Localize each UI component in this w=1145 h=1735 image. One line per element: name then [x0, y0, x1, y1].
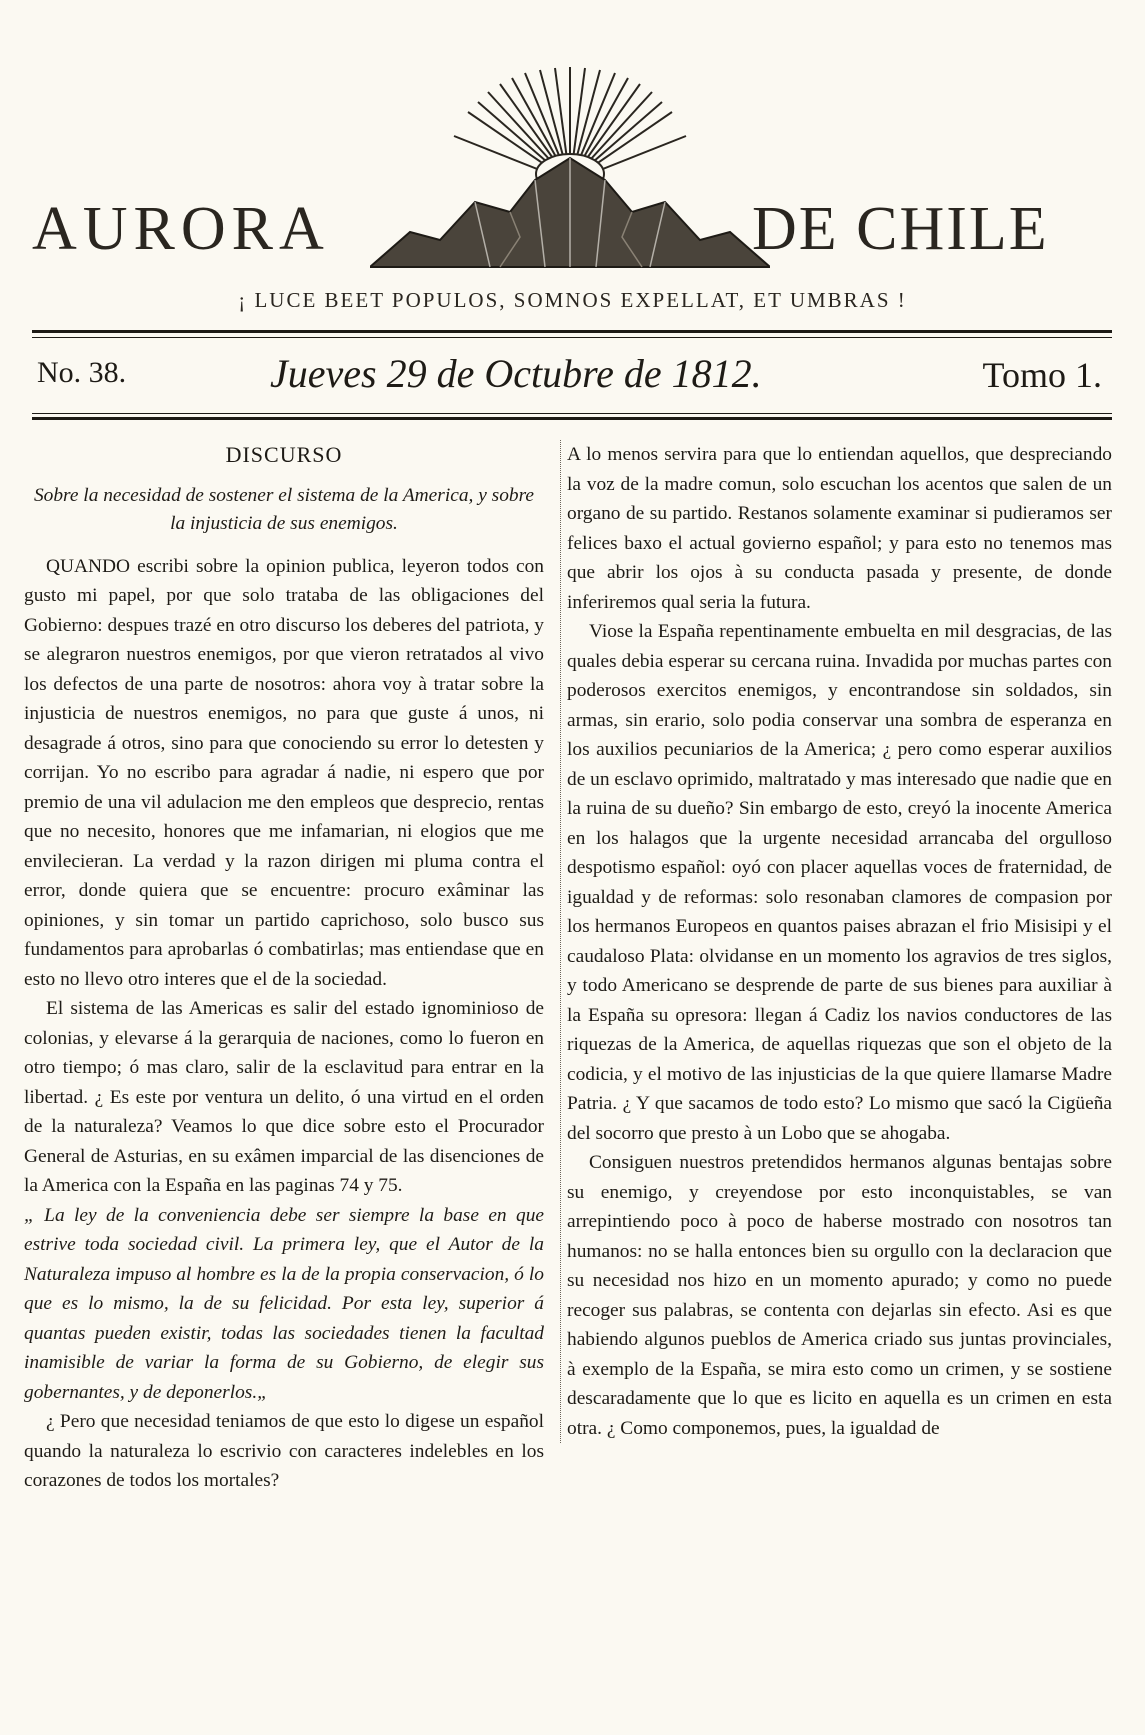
rule-top-thin [32, 337, 1112, 338]
article-paragraph: El sistema de las Americas es salir del estado ignominioso de colonias, y elevarse á la gerarquia de naciones, como lo fueron en otro tiempo; ó mas claro, salir de la esclavitud para entrar en la libertad. ¿ Es este por ventura un delito, ó una virtud en el orden de la naturaleza? Veamos lo que dice sobre esto el Procurador General de Asturias, en su exâmen imparcial de las disenciones de la America con la España en las paginas 74 y 75. [24, 998, 544, 1196]
issue-date: Jueves 29 de Octubre de 1812. [270, 351, 762, 396]
article-paragraph: A lo menos servira para que lo entiendan aquellos, que despreciando la voz de la madre comun, solo escuchan los acentos que salen de un organo de su partido. Restanos solamente examinar si pudieramos ser felices baxo el actual govierno español; y para esto no tenemos mas que abrir los ojos à su conducta pasada y presente, de donde inferiremos qual seria la futura. [567, 444, 1112, 613]
article-heading: DISCURSO [225, 442, 343, 467]
article-paragraph: QUANDO escribi sobre la opinion publica, leyeron todos con gusto mi papel, por que solo trataba de las obligaciones del Gobierno: despues trazé en otro discurso los deberes del patriota, y se alegraron nuestros enemigos, por que vieron retratados al vivo los defectos de una parte de nosotros: ahora voy à tratar sobre la injusticia de nuestros enemigos, no para que guste á unos, ni desagrade á otros, sino para que conociendo su error lo detesten y corrijan. Yo no escribo para agradar á nadie, ni espero que por premio de una vil adulacion me den empleos que desprecio, rentas que no necesito, honores que me infamarian, ni elogios que me envilecieran. La verdad y la razon dirigen mi pluma contra el error, donde quiera que se encuentre: procuro exâminar las opiniones, y sin tomar un partido caprichoso, solo busco sus fundamentos para aprobarlas ó combatirlas; mas entiendase que en esto no llevo otro interes que el de la sociedad. [24, 555, 544, 990]
article-paragraph: Consiguen nuestros pretendidos hermanos algunas bentajas sobre su enemigo, y creyendose por esto inconquistables, se van arrepintiendo poco à poco de haberse mostrado con nosotros tan humanos: no se halla entonces bien su orgullo con la declaracion que su necesidad nos hizo en un momento apurado; y como no puede recoger sus palabras, se contenta con dejarlas sin efecto. Asi es que habiendo algunos pueblos de America criado sus juntas provinciales, à exemplo de la España, se mira esto como un crimen, y se sostiene descaradamente que lo que es licito en aquella es un crimen en esta otra. ¿ Como componemos, pues, la igualdad de [567, 1152, 1112, 1439]
rule-bottom-thin [32, 413, 1112, 414]
article-subtitle: Sobre la necesidad de sostener el sistema de la America, y sobre la injusticia de sus enemigos. [33, 484, 535, 534]
article-left-column [24, 440, 544, 1496]
masthead-motto: ¡ LUCE BEET POPULOS, SOMNOS EXPELLAT, ET UMBRAS ! [238, 288, 907, 312]
rule-top-thick [32, 330, 1112, 333]
masthead [0, 0, 1145, 330]
issue-number: No. 38. [37, 356, 127, 389]
issue-line [32, 350, 1112, 410]
masthead-title-right: DE CHILE [752, 195, 1049, 263]
sunrise-over-mountains-icon [370, 62, 770, 272]
issue-volume: Tomo 1. [982, 355, 1102, 395]
article-paragraph: ¿ Pero que necesidad teniamos de que esto lo digese un español quando la naturaleza lo escrivio con caracteres indelebles en los corazones de todos los mortales? [24, 1411, 544, 1491]
rule-bottom-thick [32, 417, 1112, 420]
article-quote: „ La ley de la conveniencia debe ser siempre la base en que estrive toda sociedad civil. La primera ley, que el Autor de la Naturaleza impuso al hombre es la de la propia conservacion, ó lo que es lo mismo, la de su felicidad. Por esta ley, superior á quantas pueden existir, todas las sociedades tienen la facultad inamisible de variar la forma de su Gobierno, de elegir sus gobernantes, y de deponerlos.„ [24, 1204, 544, 1403]
article-right-column [560, 440, 1112, 1443]
article-paragraph: Viose la España repentinamente embuelta en mil desgracias, de las quales debia esperar su cercana ruina. Invadida por muchas partes con poderosos exercitos enemigos, y encontrandose sin soldados, sin armas, sin erario, solo podia conservar una sombra de esperanza en los auxilios pecuniarios de la America; ¿ pero como esperar auxilios de un esclavo oprimido, maltratado y mas interesado que nadie que en la ruina de su dueño? Sin embargo de esto, creyó la inocente America en los halagos que la urgente necesidad arrancaba del orgulloso despotismo español: oyó con placer aquellas voces de fraternidad, de igualdad y de reformas: solo resonaban clamores de compasion por los hermanos Europeos en quantos paises abrazan el frio Misisipi y el caudaloso Plata: olvidanse en un momento los agravios de tres siglos, y todo Americano se desprende de parte de sus bienes para auxiliar à la España su opresora: llegan á Cadiz los navios conductores de las riquezas de la America, de aquellas riquezas que son el objeto de la codicia, y el motivo de las injusticias de la que quiere llamarse Madre Patria. ¿ Y que sacamos de todo esto? Lo mismo que sacó la Cigüeña del socorro que presto à un Lobo que se ahogaba. [567, 621, 1112, 1144]
masthead-title-left: AURORA [32, 195, 330, 263]
